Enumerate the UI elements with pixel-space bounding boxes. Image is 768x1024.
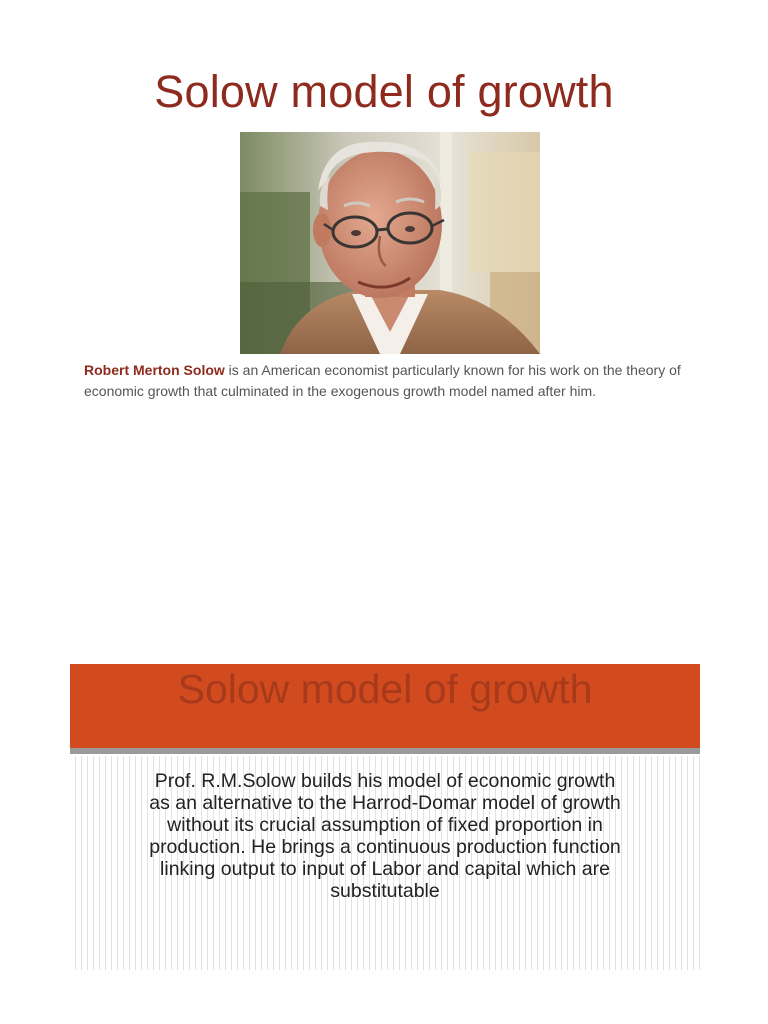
bio-name: Robert Merton Solow [84, 362, 225, 378]
body-line: linking output to input of Labor and capital which are [160, 858, 610, 880]
bio-text: is an American economist particularly known for his work on the theory of economic growth that culminated in the exogenous growth model named after him. [84, 362, 681, 399]
slide-body-text [70, 770, 700, 902]
slide-title: Solow model of growth [154, 66, 614, 117]
banner-divider [70, 748, 700, 754]
slide-two [70, 664, 700, 970]
body-line: without its crucial assumption of fixed proportion in [167, 814, 603, 836]
body-line: Prof. R.M.Solow builds his model of economic growth [154, 770, 616, 792]
banner-title: Solow model of growth [177, 666, 593, 712]
body-line: as an alternative to the Harrod-Domar model of growth [149, 792, 621, 814]
body-line: production. He brings a continuous production function [149, 836, 621, 858]
portrait-photo [240, 132, 540, 354]
title-banner [70, 664, 700, 748]
portrait-image [240, 132, 540, 354]
body-line: substitutable [330, 880, 440, 902]
bio-paragraph [84, 360, 694, 402]
